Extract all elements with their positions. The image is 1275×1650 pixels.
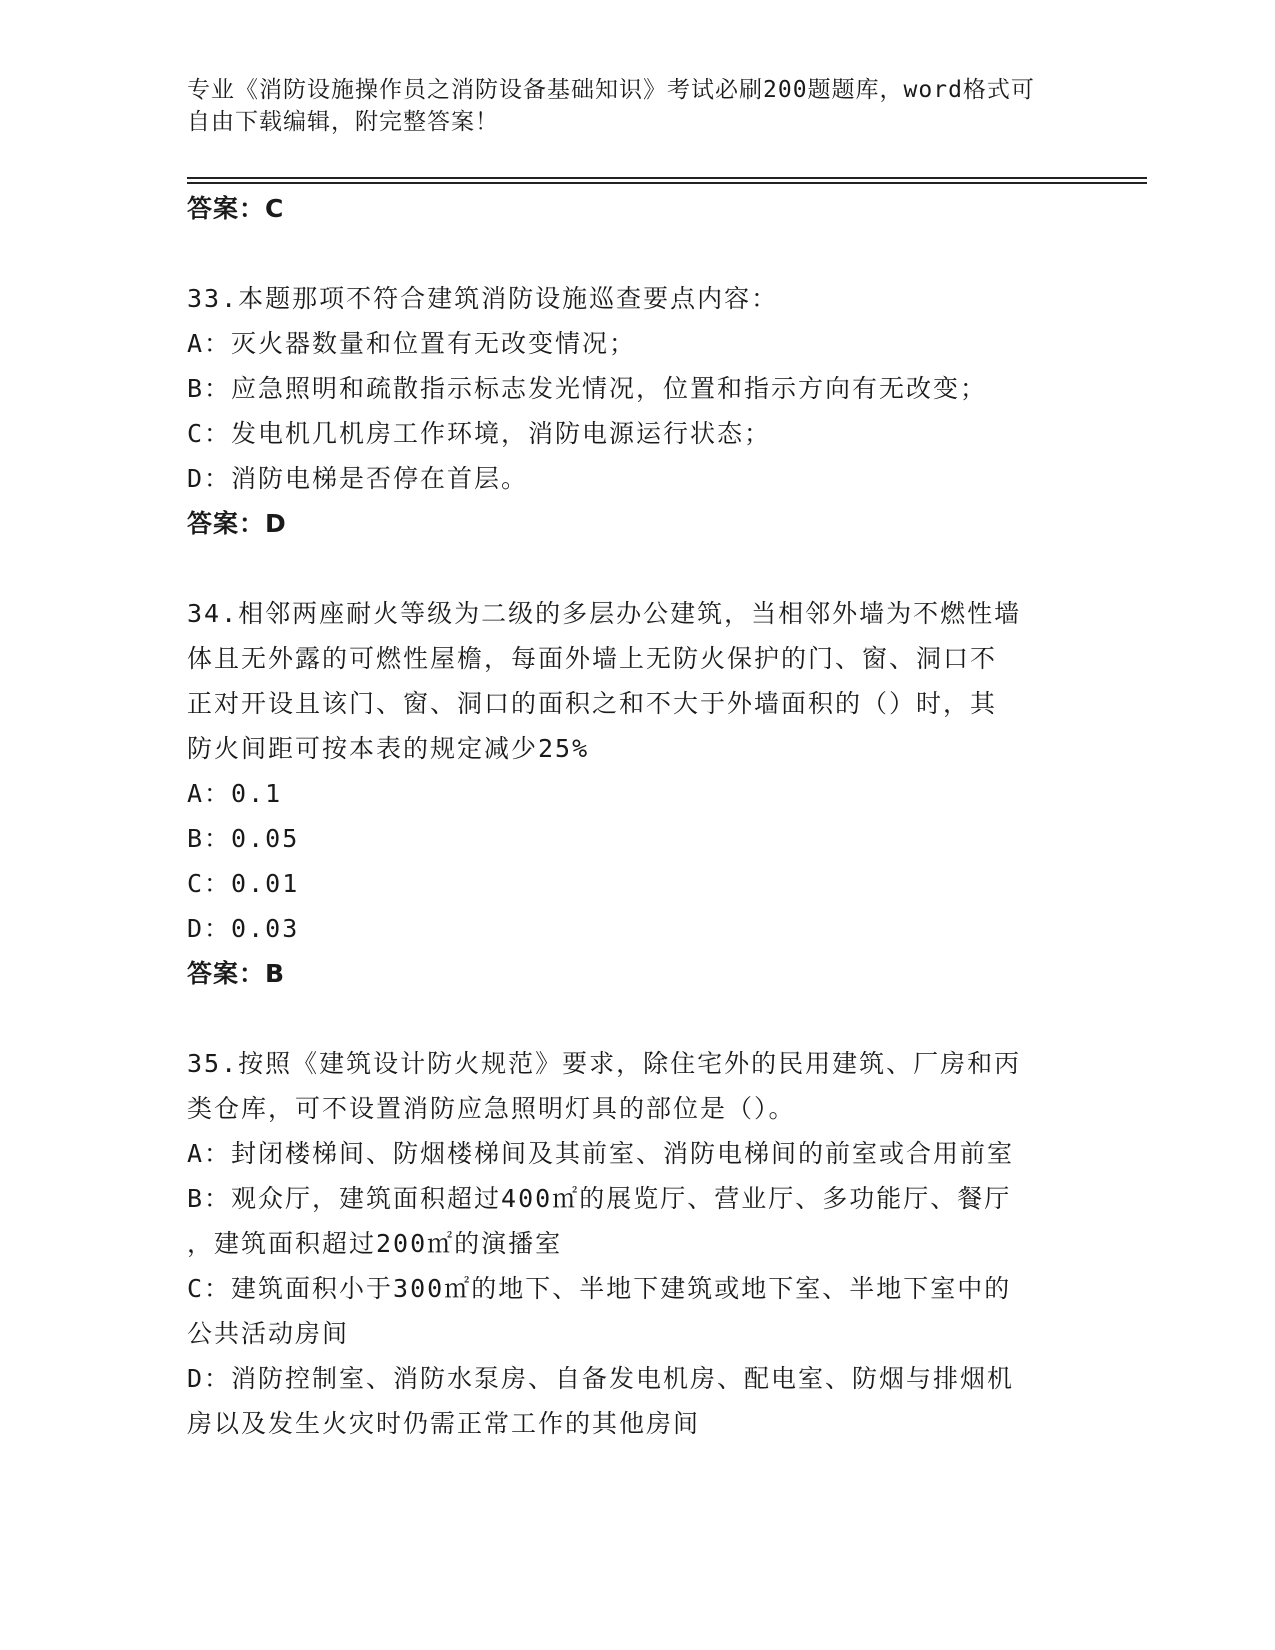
option-b: B：0.05 xyxy=(187,824,300,853)
answer-q34: 答案：B xyxy=(187,959,286,988)
answer-q32: 答案：C xyxy=(187,194,285,223)
document-body xyxy=(187,186,1077,1446)
spacer xyxy=(187,546,1077,591)
spacer xyxy=(187,996,1077,1041)
option-a: A：0.1 xyxy=(187,779,283,808)
option-d: D：0.03 xyxy=(187,914,300,943)
spacer xyxy=(187,231,1077,276)
header-divider-bottom xyxy=(187,182,1147,184)
option-a: A：封闭楼梯间、防烟楼梯间及其前室、消防电梯间的前室或合用前室 xyxy=(187,1139,1015,1168)
option-d: D：消防电梯是否停在首层。 xyxy=(187,464,529,493)
document-header xyxy=(187,74,1087,138)
question-stem-line: 34.相邻两座耐火等级为二级的多层办公建筑，当相邻外墙为不燃性墙 xyxy=(187,599,1022,628)
header-line-1: 专业《消防设施操作员之消防设备基础知识》考试必刷200题题库，word格式可 xyxy=(187,77,1035,103)
question-34 xyxy=(187,591,1077,996)
question-35 xyxy=(187,1041,1077,1446)
option-d: D：消防控制室、消防水泵房、自备发电机房、配电室、防烟与排烟机 xyxy=(187,1364,1015,1393)
option-b-continued: ，建筑面积超过200㎡的演播室 xyxy=(187,1229,563,1258)
header-divider-top xyxy=(187,177,1147,179)
question-33 xyxy=(187,276,1077,546)
option-a: A：灭火器数量和位置有无改变情况； xyxy=(187,329,637,358)
question-stem-line: 35.按照《建筑设计防火规范》要求，除住宅外的民用建筑、厂房和丙 xyxy=(187,1049,1022,1078)
question-stem-line: 正对开设且该门、窗、洞口的面积之和不大于外墙面积的（）时，其 xyxy=(187,689,998,718)
question-stem-line: 类仓库，可不设置消防应急照明灯具的部位是（）。 xyxy=(187,1094,796,1123)
option-c: C：发电机几机房工作环境，消防电源运行状态； xyxy=(187,419,772,448)
answer-q33: 答案：D xyxy=(187,509,287,538)
question-stem: 33.本题那项不符合建筑消防设施巡查要点内容： xyxy=(187,284,779,313)
header-line-2: 自由下载编辑，附完整答案！ xyxy=(187,109,499,135)
option-c: C：建筑面积小于300㎡的地下、半地下建筑或地下室、半地下室中的 xyxy=(187,1274,1012,1303)
option-b: B：观众厅，建筑面积超过400㎡的展览厅、营业厅、多功能厅、餐厅 xyxy=(187,1184,1012,1213)
question-stem-line: 防火间距可按本表的规定减少25% xyxy=(187,734,590,763)
option-c-continued: 公共活动房间 xyxy=(187,1319,350,1348)
option-b: B：应急照明和疏散指示标志发光情况，位置和指示方向有无改变； xyxy=(187,374,988,403)
option-d-continued: 房以及发生火灾时仍需正常工作的其他房间 xyxy=(187,1409,701,1438)
option-c: C：0.01 xyxy=(187,869,300,898)
question-stem-line: 体且无外露的可燃性屋檐，每面外墙上无防火保护的门、窗、洞口不 xyxy=(187,644,998,673)
